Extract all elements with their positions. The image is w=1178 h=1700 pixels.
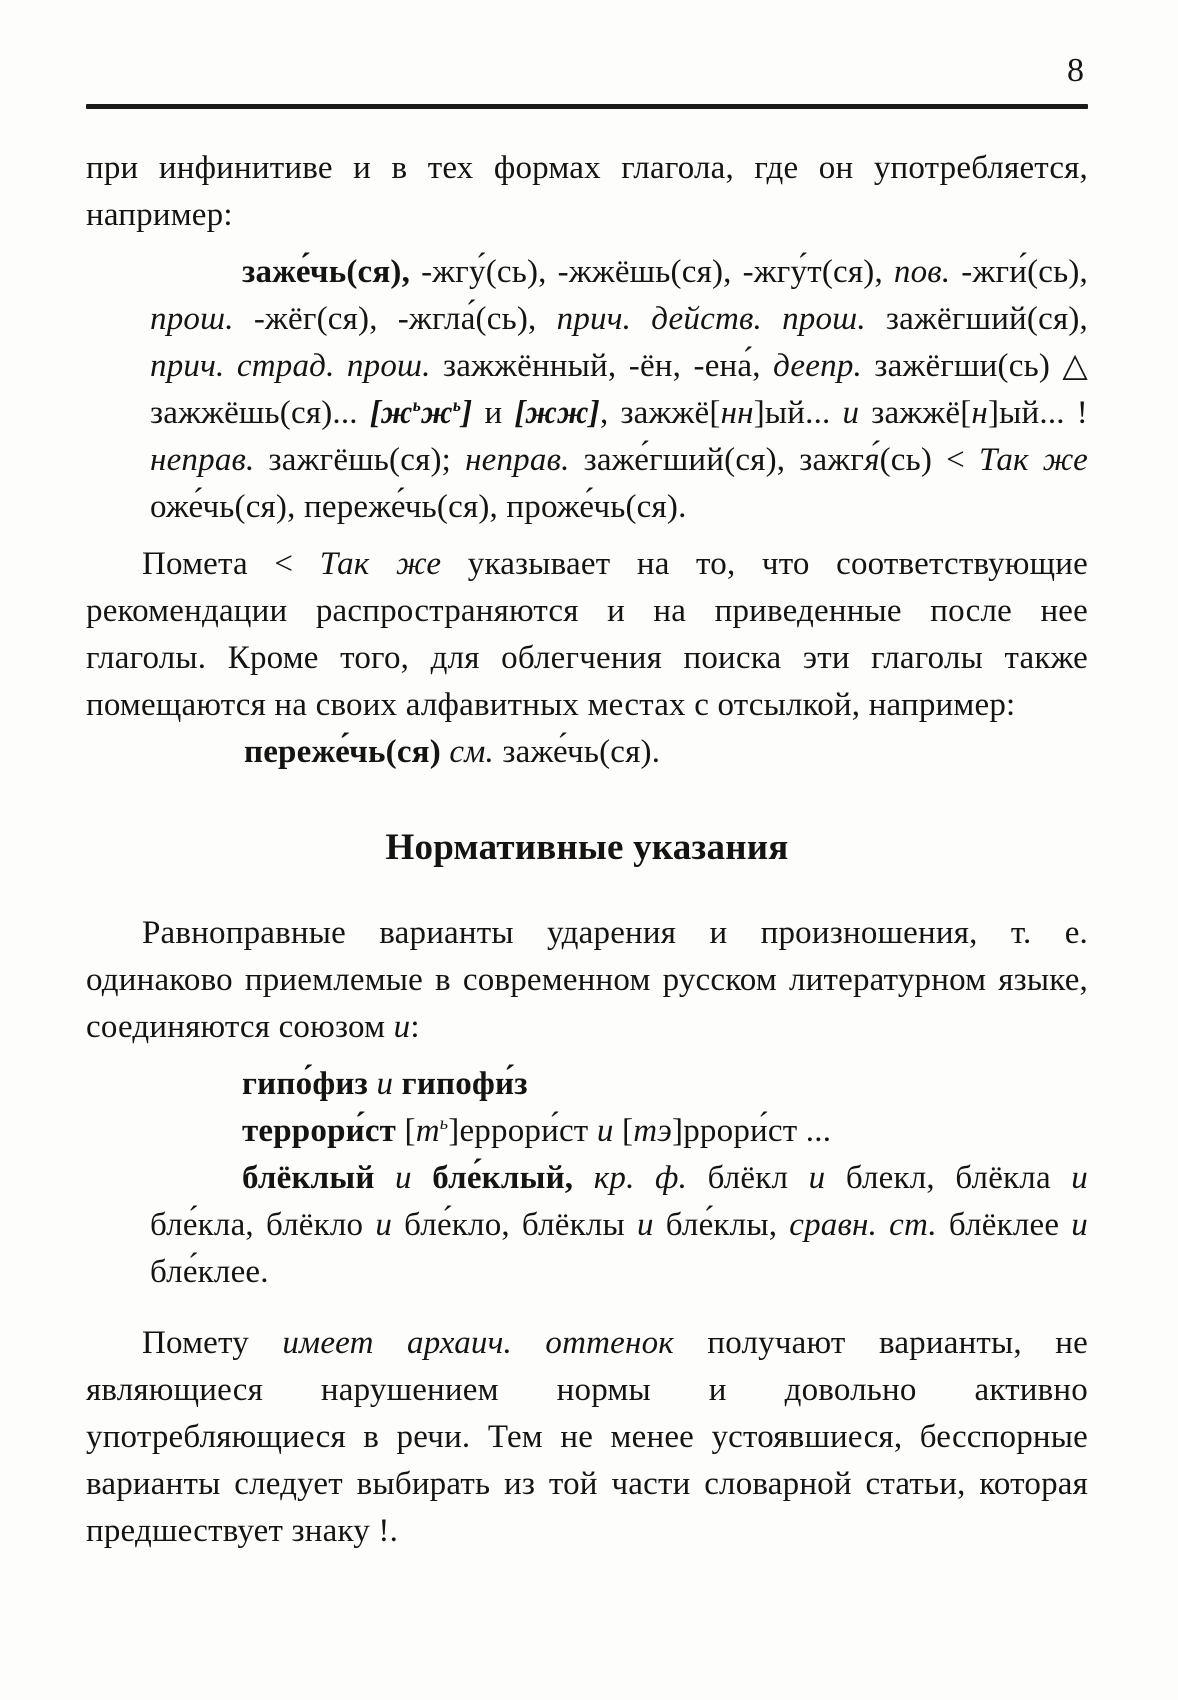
paragraph-pometa: Помета < Так же указывает на то, что соответствующие рекомендации распространяются и на приведенные после нее глаголы. Кроме того, для облегчения поиска эти глаголы также помещаются на своих алфавитных местах с отсылкой, например: — [86, 546, 1088, 723]
example-bleklyj: блёклый и бле́клый, кр. ф. блёкл и блекл, блёкла и бле́кла, блёкло и бле́кло, блёклы и бле́клы, сравн. ст. блёклее и бле́клее. — [150, 1160, 1088, 1291]
entry-example-block: заже́чь(ся), -жгу́(сь), -жжёшь(ся), -жгу́т(ся), пов. -жги́(сь), прош. -жёг(ся), -жгла́(сь), прич. действ. прош. зажёгший(ся), прич. страд. прош. зажжённый, -ён, -ена́, деепр. зажёгши(сь) △ зажжёшь(ся)... $[ж^ьж^ь]$ и [жж], зажжё[нн]ый... и зажжё[н]ый... ! неправ. зажгёшь(ся); неправ. заже́гший(ся), зажгя́(сь) < Так же оже́чь(ся), переже́чь(ся), проже́чь(ся). — [150, 254, 1088, 525]
example-terrorist: террори́ст $[т^ь]еррори́ст$ и [тэ]ррори́ст ... — [242, 1113, 832, 1150]
paragraph-intro: при инфинитиве и в тех формах глагола, где он употребляется, например: — [86, 150, 1088, 233]
header-rule — [86, 104, 1088, 109]
paragraph-equal-variants: Равноправные варианты ударения и произношения, т. е. одинаково приемлемые в современном русском литературном языке, соединяются союзом и: — [86, 915, 1088, 1046]
page-body — [86, 145, 1088, 1555]
page-header — [86, 54, 1088, 109]
section-heading: Нормативные указания — [385, 827, 789, 868]
example-gipofiz: гипо́физ и гипофи́з — [242, 1066, 528, 1103]
cross-reference-example: переже́чь(ся) см. заже́чь(ся). — [244, 734, 661, 770]
page-number: 8 — [1067, 52, 1084, 89]
paragraph-archaic-note: Помету имеет архаич. оттенок получают варианты, не являющиеся нарушением нормы и довольно активно употребляющиеся в речи. Тем не менее устоявшиеся, бесспорные варианты следует выбирать из той части словарной статьи, которая предшествует знаку !. — [86, 1325, 1089, 1550]
